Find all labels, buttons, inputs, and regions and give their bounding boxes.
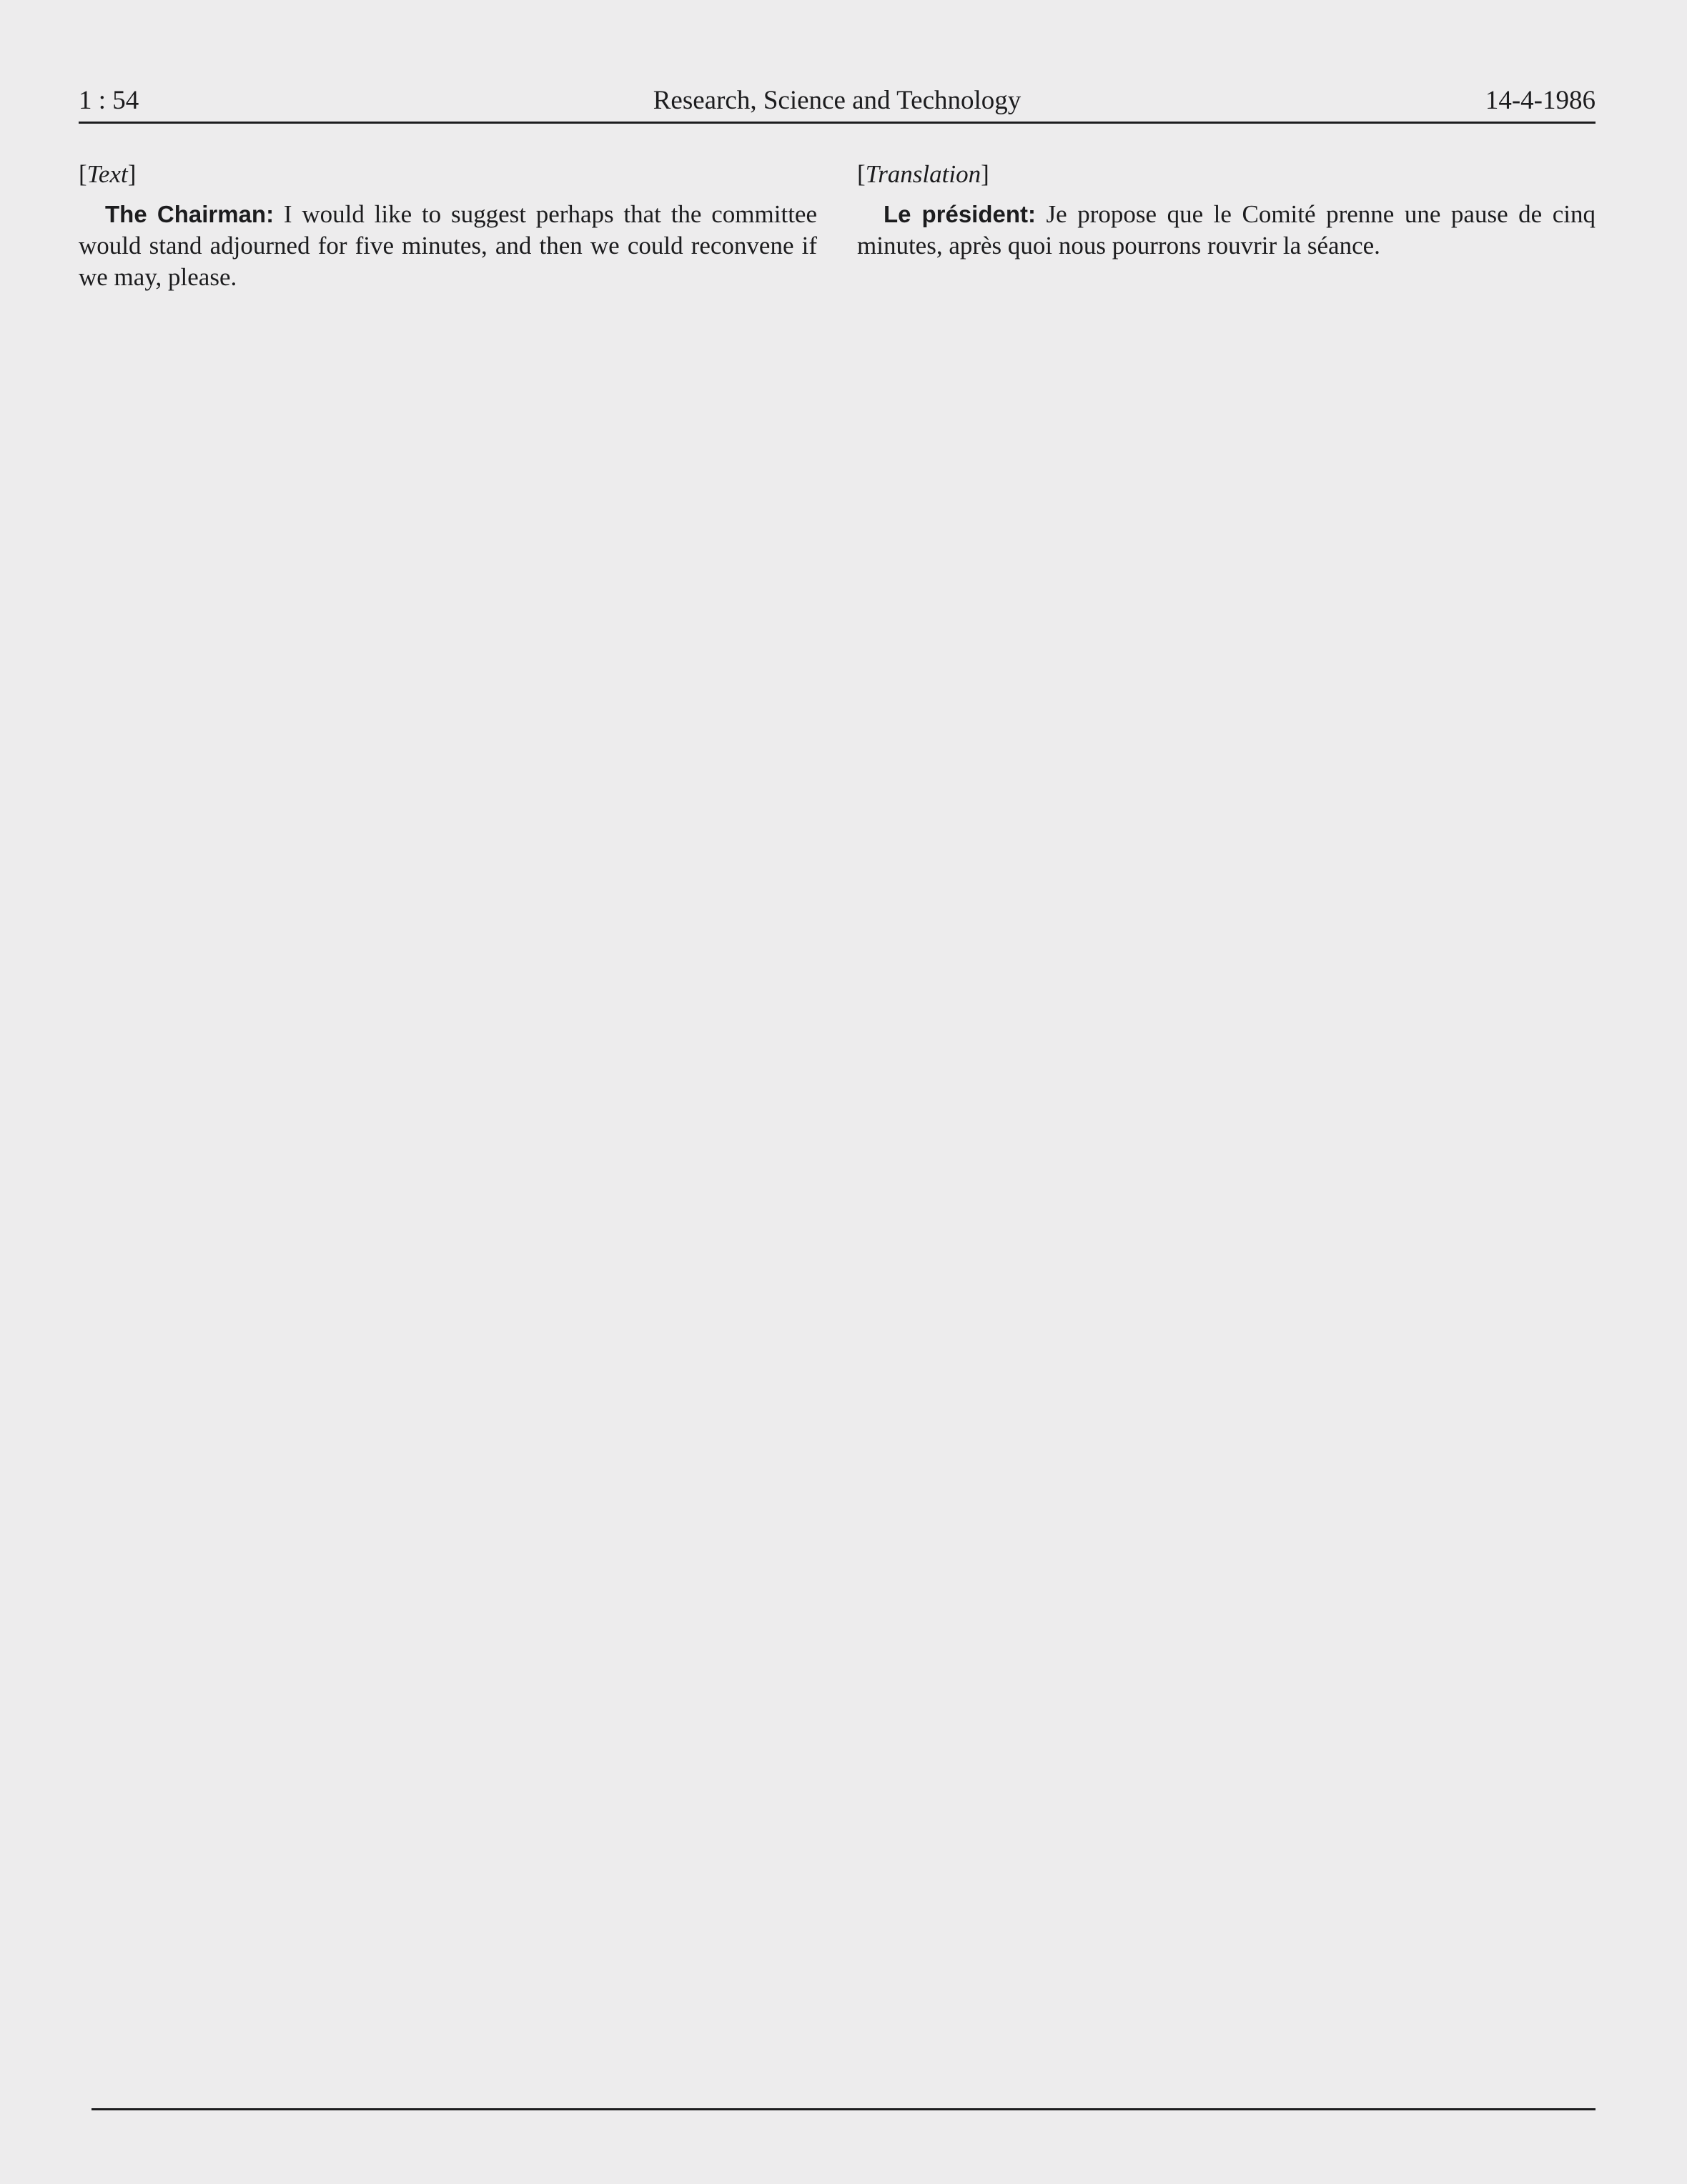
statement-text: Je propose que le Comité prenne une pause de cinq minutes, après quoi nous pourrons rouvrir la séance.: [857, 200, 1596, 260]
language-tag-translation: [Translation]: [857, 160, 989, 188]
header-rule: [79, 122, 1596, 124]
speaker-label: Le président:: [884, 201, 1036, 227]
sitting-date: 14-4-1986: [1485, 86, 1596, 115]
committee-title: Research, Science and Technology: [653, 86, 1021, 115]
speaker-label: The Chairman:: [105, 201, 274, 227]
language-tag-text: [Text]: [79, 160, 137, 188]
chairman-statement: [79, 199, 817, 293]
statement-text: I would like to suggest perhaps that the committee would stand adjourned for five minutes, and then we could reconvene if we may, please.: [79, 200, 817, 291]
page-header: [79, 83, 1596, 123]
president-statement: [857, 199, 1596, 262]
page-number: 1 : 54: [79, 86, 139, 115]
footer-rule: [91, 2108, 1596, 2110]
french-column: [857, 159, 1596, 262]
english-column: [79, 159, 817, 293]
reverse-side-bleed-through: ​: [1359, 167, 1608, 193]
